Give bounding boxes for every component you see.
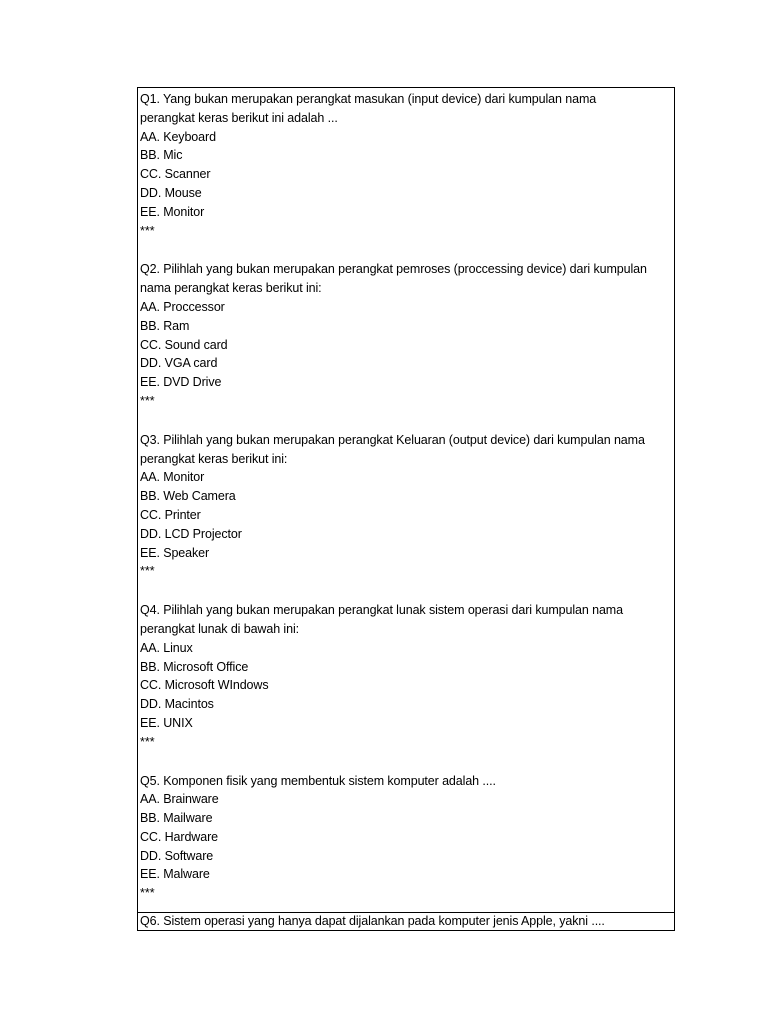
answer-option: BB. Mailware: [140, 811, 213, 826]
question-stem-line: Q4. Pilihlah yang bukan merupakan perangkat lunak sistem operasi dari kumpulan nama: [140, 603, 623, 618]
question-stem-line: perangkat lunak di bawah ini:: [140, 621, 300, 636]
question-stem-line: nama perangkat keras berikut ini:: [140, 281, 322, 296]
question-6-stem: Q6. Sistem operasi yang hanya dapat dijalankan pada komputer jenis Apple, yakni ....: [138, 912, 674, 930]
spacer: [140, 411, 674, 431]
question-separator: ***: [140, 564, 155, 579]
answer-option: AA. Monitor: [140, 470, 205, 485]
answer-option: DD. Macintos: [140, 697, 214, 712]
spacer: [140, 752, 674, 772]
answer-option: BB. Mic: [140, 148, 183, 163]
question-1: [140, 90, 674, 260]
answer-option: BB. Web Camera: [140, 489, 236, 504]
question-5: [140, 772, 674, 924]
question-stem-line: perangkat keras berikut ini adalah ...: [140, 110, 338, 125]
answer-option: AA. Linux: [140, 640, 193, 655]
question-3: [140, 431, 674, 601]
answer-option: CC. Printer: [140, 507, 201, 522]
question-separator: ***: [140, 393, 155, 408]
question-2: [140, 260, 674, 430]
answer-option: AA. Keyboard: [140, 129, 216, 144]
question-stem-line: Q2. Pilihlah yang bukan merupakan perangkat pemroses (proccessing device) dari kumpulan: [140, 262, 647, 277]
answer-option: BB. Microsoft Office: [140, 659, 249, 674]
spacer: [140, 581, 674, 601]
question-separator: ***: [140, 223, 155, 238]
question-list: [140, 90, 674, 923]
question-separator: ***: [140, 886, 155, 901]
answer-option: DD. Mouse: [140, 185, 202, 200]
answer-option: AA. Brainware: [140, 792, 219, 807]
answer-option: EE. UNIX: [140, 715, 193, 730]
question-4: [140, 601, 674, 771]
answer-option: EE. Malware: [140, 867, 210, 882]
question-stem-line: Q5. Komponen fisik yang membentuk sistem komputer adalah ....: [140, 773, 496, 788]
answer-option: EE. Monitor: [140, 204, 205, 219]
answer-option: BB. Ram: [140, 318, 190, 333]
answer-option: EE. Speaker: [140, 545, 210, 560]
question-stem-line: Q3. Pilihlah yang bukan merupakan perangkat Keluaran (output device) dari kumpulan nama: [140, 432, 645, 447]
answer-option: DD. VGA card: [140, 356, 218, 371]
answer-option: DD. Software: [140, 848, 214, 863]
answer-option: CC. Microsoft WIndows: [140, 678, 269, 693]
answer-option: CC. Sound card: [140, 337, 228, 352]
spacer: [140, 240, 674, 260]
answer-option: EE. DVD Drive: [140, 375, 222, 390]
question-stem-line: Q1. Yang bukan merupakan perangkat masukan (input device) dari kumpulan nama: [140, 92, 597, 106]
answer-option: DD. LCD Projector: [140, 526, 242, 541]
question-stem-line: perangkat keras berikut ini:: [140, 451, 288, 466]
answer-option: CC. Hardware: [140, 829, 218, 844]
answer-option: AA. Proccessor: [140, 299, 225, 314]
question-separator: ***: [140, 734, 155, 749]
answer-option: CC. Scanner: [140, 167, 211, 182]
question-sheet: [137, 87, 675, 931]
